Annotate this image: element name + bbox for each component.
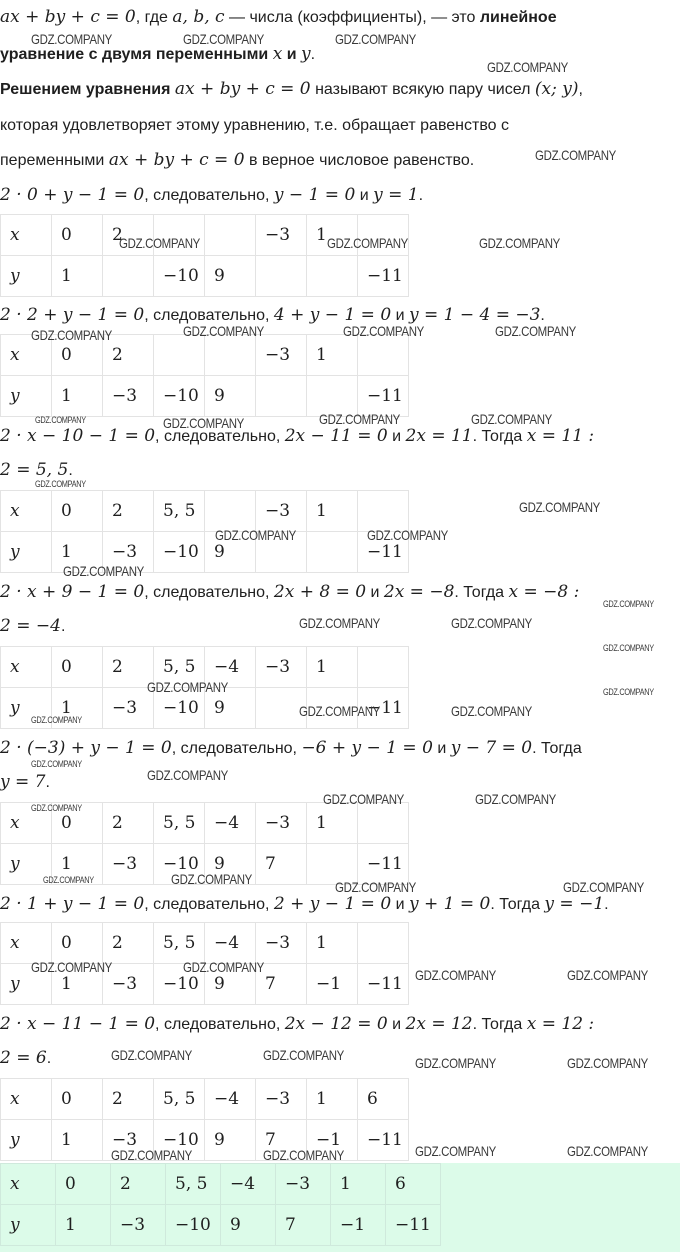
watermark-text: GDZ.COMPANY [603, 687, 654, 697]
table-row-x [1, 803, 409, 844]
table-row-x [1, 215, 409, 256]
row-header-y: y [1, 532, 52, 573]
watermark-text: GDZ.COMPANY [183, 959, 265, 975]
table-cell [307, 376, 358, 417]
table-cell: 2 [103, 491, 154, 532]
step-3-cont: 2 = 5, 5. [0, 460, 73, 480]
table-cell: −3 [103, 532, 154, 573]
watermark-text: GDZ.COMPANY [563, 879, 645, 895]
watermark-text: GDZ.COMPANY [215, 527, 297, 543]
table-cell: −11 [358, 844, 409, 885]
table-cell [205, 335, 256, 376]
table-cell: −11 [358, 1120, 409, 1161]
table-row-y [1, 1120, 409, 1161]
table-cell [256, 256, 307, 297]
watermark-text: GDZ.COMPANY [319, 411, 401, 427]
step-1: 2 · 0 + y − 1 = 0, следовательно, y − 1 = 0 и y = 1. [0, 185, 424, 205]
table-cell: 1 [307, 491, 358, 532]
table-row-y [1, 844, 409, 885]
watermark-text: GDZ.COMPANY [31, 959, 113, 975]
watermark-text: GDZ.COMPANY [475, 791, 557, 807]
table-cell: 5, 5 [166, 1164, 221, 1205]
watermark-text: GDZ.COMPANY [183, 323, 265, 339]
table-cell: −10 [154, 1120, 205, 1161]
step-7: 2 · x − 11 − 1 = 0, следовательно, 2x − 12 = 0 и 2x = 12. Тогда x = 12 : [0, 1014, 595, 1034]
table-cell: 5, 5 [154, 647, 205, 688]
watermark-text: GDZ.COMPANY [415, 1143, 497, 1159]
table-cell: −3 [103, 964, 154, 1005]
step-3: 2 · x − 10 − 1 = 0, следовательно, 2x − 11 = 0 и 2x = 11. Тогда x = 11 : [0, 426, 595, 446]
table-cell: 5, 5 [154, 491, 205, 532]
table-cell: −3 [103, 688, 154, 729]
row-header-x: x [1, 1164, 56, 1205]
row-header-y: y [1, 256, 52, 297]
table-cell: 0 [56, 1164, 111, 1205]
table-cell: 0 [52, 335, 103, 376]
table-cell: 1 [52, 376, 103, 417]
row-header-x: x [1, 803, 52, 844]
row-header-x: x [1, 923, 52, 964]
watermark-text: GDZ.COMPANY [535, 147, 617, 163]
table-cell [358, 803, 409, 844]
intro-line-2: уравнение с двумя переменными x и y. [0, 44, 316, 64]
table-cell: 5, 5 [154, 923, 205, 964]
watermark-text: GDZ.COMPANY [183, 31, 265, 47]
watermark-text: GDZ.COMPANY [367, 527, 449, 543]
watermark-text: GDZ.COMPANY [163, 415, 245, 431]
watermark-text: GDZ.COMPANY [111, 1147, 193, 1163]
watermark-text: GDZ.COMPANY [479, 235, 561, 251]
table-cell: −4 [205, 803, 256, 844]
table-cell: 1 [52, 688, 103, 729]
table-cell [256, 376, 307, 417]
row-header-x: x [1, 215, 52, 256]
table-cell: 1 [331, 1164, 386, 1205]
watermark-text: GDZ.COMPANY [487, 59, 569, 75]
watermark-text: GDZ.COMPANY [567, 967, 649, 983]
row-header-y: y [1, 964, 52, 1005]
watermark-text: GDZ.COMPANY [567, 1055, 649, 1071]
watermark-text: GDZ.COMPANY [35, 479, 86, 489]
table-cell: −1 [331, 1205, 386, 1246]
table-cell: 1 [307, 1079, 358, 1120]
table-cell [154, 215, 205, 256]
watermark-text: GDZ.COMPANY [451, 703, 533, 719]
watermark-text: GDZ.COMPANY [519, 499, 601, 515]
table-cell: −4 [205, 923, 256, 964]
watermark-text: GDZ.COMPANY [335, 879, 417, 895]
table-cell: 9 [205, 532, 256, 573]
table-row-x [1, 923, 409, 964]
table-cell: −10 [154, 256, 205, 297]
table-cell [307, 844, 358, 885]
table-cell: −11 [358, 964, 409, 1005]
table-cell: 5, 5 [154, 1079, 205, 1120]
table-cell: 1 [56, 1205, 111, 1246]
table-cell: −3 [256, 491, 307, 532]
table-cell: −11 [358, 688, 409, 729]
table-cell [256, 532, 307, 573]
watermark-text: GDZ.COMPANY [567, 1143, 649, 1159]
row-header-y: y [1, 844, 52, 885]
step-5: 2 · (−3) + y − 1 = 0, следовательно, −6 + y − 1 = 0 и y − 7 = 0. Тогда [0, 738, 582, 758]
table-cell: 9 [205, 256, 256, 297]
watermark-text: GDZ.COMPANY [415, 1055, 497, 1071]
table-cell: 2 [103, 1079, 154, 1120]
step-2: 2 · 2 + y − 1 = 0, следовательно, 4 + y − 1 = 0 и y = 1 − 4 = −3. [0, 305, 545, 325]
table-cell [307, 532, 358, 573]
table-cell: −3 [256, 215, 307, 256]
watermark-text: GDZ.COMPANY [299, 703, 381, 719]
row-header-x: x [1, 335, 52, 376]
watermark-text: GDZ.COMPANY [343, 323, 425, 339]
table-cell: 6 [358, 1079, 409, 1120]
table-cell: 1 [307, 215, 358, 256]
watermark-text: GDZ.COMPANY [603, 599, 654, 609]
table-cell: 1 [52, 532, 103, 573]
table-cell: 7 [256, 964, 307, 1005]
row-header-y: y [1, 1205, 56, 1246]
intro-line-5: переменными ax + by + c = 0 в верное числовое равенство. [0, 150, 475, 170]
table-cell: 1 [307, 335, 358, 376]
table-cell: 2 [103, 803, 154, 844]
watermark-text: GDZ.COMPANY [35, 415, 86, 425]
table-cell [358, 335, 409, 376]
watermark-text: GDZ.COMPANY [111, 1047, 193, 1063]
table-cell [205, 491, 256, 532]
table-cell: 1 [52, 1120, 103, 1161]
row-header-y: y [1, 1120, 52, 1161]
row-header-y: y [1, 376, 52, 417]
step-6: 2 · 1 + y − 1 = 0, следовательно, 2 + y − 1 = 0 и y + 1 = 0. Тогда y = −1. [0, 894, 609, 914]
table-cell: 7 [276, 1205, 331, 1246]
step-5-cont: y = 7. [0, 772, 50, 792]
table-row-y [1, 256, 409, 297]
table-cell: 2 [103, 647, 154, 688]
watermark-text: GDZ.COMPANY [147, 679, 229, 695]
step-7-cont: 2 = 6. [0, 1048, 52, 1068]
table-cell [358, 491, 409, 532]
table-row-x [1, 647, 409, 688]
intro-line-1: ax + by + c = 0, где a, b, c — числа (коэффициенты), — это линейное [0, 7, 557, 27]
table-cell: −10 [154, 532, 205, 573]
table-cell: −3 [103, 1120, 154, 1161]
table-cell [256, 688, 307, 729]
watermark-text: GDZ.COMPANY [415, 967, 497, 983]
watermark-text: GDZ.COMPANY [31, 327, 113, 343]
table-row-y [1, 688, 409, 729]
table-cell: −3 [276, 1164, 331, 1205]
table-cell: −11 [358, 376, 409, 417]
table-cell: 1 [307, 647, 358, 688]
table-cell: 9 [205, 844, 256, 885]
table-cell: −11 [358, 256, 409, 297]
table-row-y [1, 376, 409, 417]
table-cell: 0 [52, 1079, 103, 1120]
watermark-text: GDZ.COMPANY [263, 1147, 345, 1163]
values-table-4 [0, 646, 409, 729]
watermark-text: GDZ.COMPANY [147, 767, 229, 783]
table-cell: 0 [52, 491, 103, 532]
table-cell: 6 [386, 1164, 441, 1205]
table-cell: −10 [166, 1205, 221, 1246]
table-cell [205, 215, 256, 256]
table-cell: 2 [111, 1164, 166, 1205]
table-cell: 0 [52, 803, 103, 844]
intro-line-3: Решением уравнения ax + by + c = 0 называют всякую пару чисел (x; y), [0, 79, 583, 99]
table-row-y [1, 1205, 441, 1246]
table-cell [154, 335, 205, 376]
watermark-text: GDZ.COMPANY [603, 643, 654, 653]
watermark-text: GDZ.COMPANY [471, 411, 553, 427]
table-cell [103, 256, 154, 297]
watermark-text: GDZ.COMPANY [119, 235, 201, 251]
watermark-text: GDZ.COMPANY [495, 323, 577, 339]
table-cell: −3 [256, 335, 307, 376]
table-cell: −1 [307, 1120, 358, 1161]
table-cell: 1 [307, 803, 358, 844]
table-cell: −3 [256, 923, 307, 964]
row-header-y: y [1, 688, 52, 729]
row-header-x: x [1, 1079, 52, 1120]
intro-line-4: которая удовлетворяет этому уравнению, т.е. обращает равенство с [0, 117, 509, 134]
values-table-6 [0, 922, 409, 1005]
watermark-text: GDZ.COMPANY [323, 791, 405, 807]
table-cell: −3 [256, 803, 307, 844]
answer-table [0, 1163, 441, 1246]
table-cell: 1 [307, 923, 358, 964]
table-cell: −10 [154, 376, 205, 417]
values-table-2 [0, 334, 409, 417]
watermark-text: GDZ.COMPANY [263, 1047, 345, 1063]
table-cell: 0 [52, 923, 103, 964]
table-cell: −4 [221, 1164, 276, 1205]
table-cell: −3 [256, 647, 307, 688]
table-cell: 9 [205, 376, 256, 417]
table-cell: 2 [103, 923, 154, 964]
table-cell: −4 [205, 647, 256, 688]
table-cell: −10 [154, 964, 205, 1005]
table-row-y [1, 964, 409, 1005]
watermark-text: GDZ.COMPANY [43, 875, 94, 885]
values-table-5 [0, 802, 409, 885]
watermark-text: GDZ.COMPANY [31, 31, 113, 47]
step-4-cont: 2 = −4. [0, 616, 66, 636]
watermark-text: GDZ.COMPANY [451, 615, 533, 631]
table-cell [307, 688, 358, 729]
table-cell: 0 [52, 215, 103, 256]
values-table-7 [0, 1078, 409, 1161]
row-header-x: x [1, 491, 52, 532]
table-cell [358, 647, 409, 688]
watermark-text: GDZ.COMPANY [171, 871, 253, 887]
table-cell: −3 [111, 1205, 166, 1246]
table-cell: 1 [52, 844, 103, 885]
table-cell: −3 [103, 844, 154, 885]
watermark-text: GDZ.COMPANY [63, 563, 145, 579]
table-cell: 7 [256, 844, 307, 885]
table-row-x [1, 1079, 409, 1120]
table-cell: −11 [386, 1205, 441, 1246]
step-4: 2 · x + 9 − 1 = 0, следовательно, 2x + 8 = 0 и 2x = −8. Тогда x = −8 : [0, 582, 580, 602]
table-cell: 1 [52, 256, 103, 297]
watermark-text: GDZ.COMPANY [31, 715, 82, 725]
watermark-text: GDZ.COMPANY [327, 235, 409, 251]
table-cell: −10 [154, 688, 205, 729]
values-table-1 [0, 214, 409, 297]
table-cell: 2 [103, 215, 154, 256]
table-cell: 1 [52, 964, 103, 1005]
table-cell: 0 [52, 647, 103, 688]
values-table-3 [0, 490, 409, 573]
row-header-x: x [1, 647, 52, 688]
table-cell: 9 [205, 964, 256, 1005]
table-cell: 9 [205, 1120, 256, 1161]
table-row-x [1, 491, 409, 532]
table-row-x [1, 335, 409, 376]
table-cell [358, 923, 409, 964]
watermark-text: GDZ.COMPANY [335, 31, 417, 47]
table-cell: −1 [307, 964, 358, 1005]
table-cell [307, 256, 358, 297]
table-cell: 7 [256, 1120, 307, 1161]
table-cell: −3 [256, 1079, 307, 1120]
watermark-text: GDZ.COMPANY [31, 803, 82, 813]
table-cell: 2 [103, 335, 154, 376]
watermark-text: GDZ.COMPANY [31, 759, 82, 769]
table-row-x [1, 1164, 441, 1205]
table-cell: 9 [221, 1205, 276, 1246]
watermark-text: GDZ.COMPANY [299, 615, 381, 631]
table-cell: −11 [358, 532, 409, 573]
table-cell: −4 [205, 1079, 256, 1120]
table-cell: 5, 5 [154, 803, 205, 844]
table-cell: 9 [205, 688, 256, 729]
table-cell: −10 [154, 844, 205, 885]
table-row-y [1, 532, 409, 573]
table-cell [358, 215, 409, 256]
table-cell: −3 [103, 376, 154, 417]
